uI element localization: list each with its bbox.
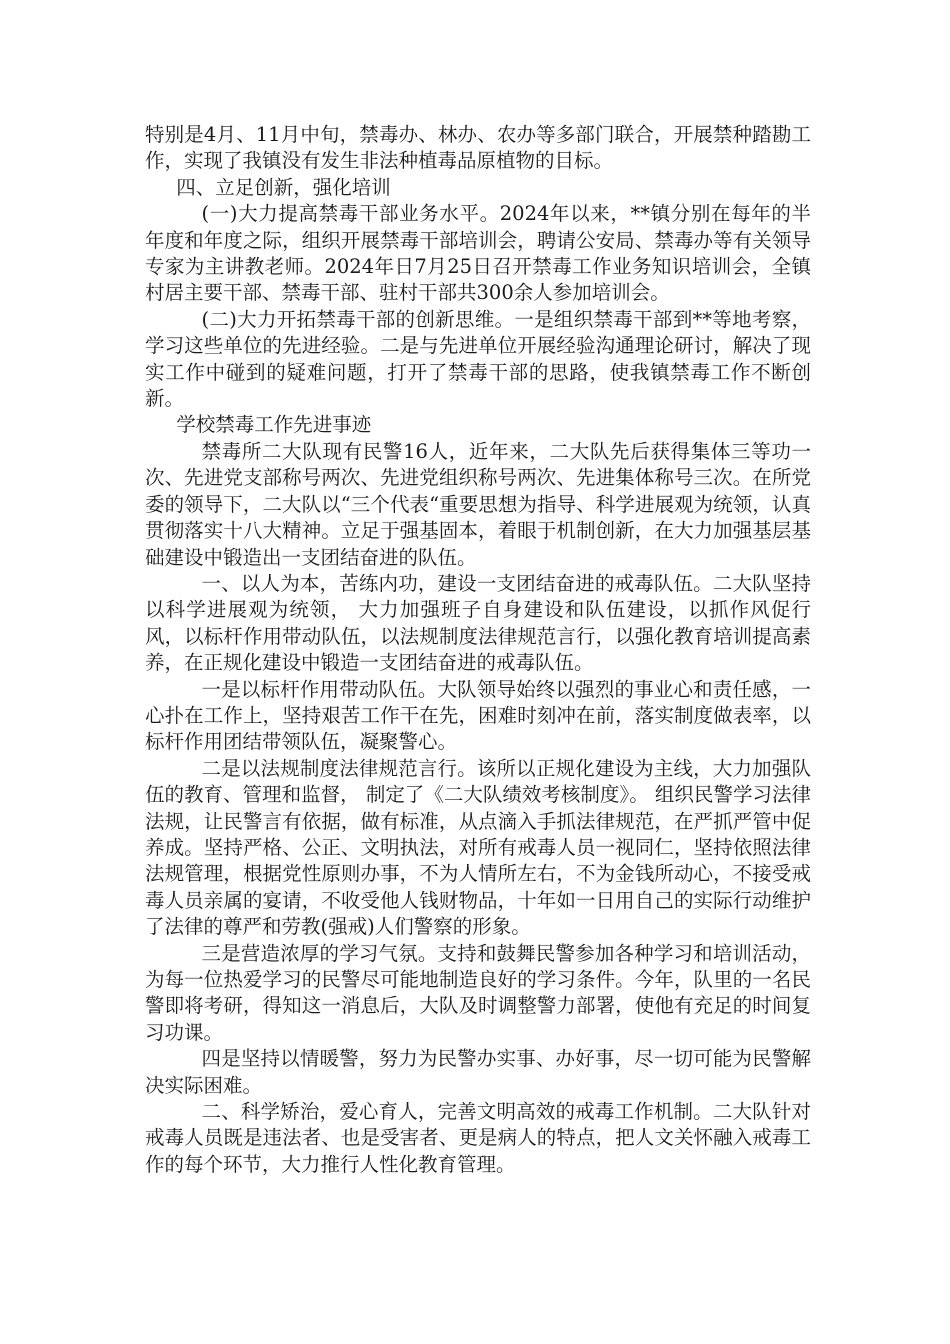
paragraph-section-one: 一、以人为本，苦练内功，建设一支团结奋进的戒毒队伍。二大队坚持以科学进展观为统领， 大力加强班子自身建设和队伍建设，以抓作风促行风，以标杆作用带动队伍，以法规制度法律规范言行，以强化教育培训提高素养，在正规化建设中锻造一支团结奋进的戒毒队伍。 bbox=[145, 571, 811, 675]
paragraph-point-two: 二是以法规制度法律规范言行。该所以正规化建设为主线，大力加强队伍的教育、管理和监督， 制定了《二大队绩效考核制度》。 组织民警学习法律法规，让民警言有依据，做有标准，从点滴入手抓法律规范，在严抓严管中促养成。坚持严格、公正、文明执法，对所有戒毒人员一视同仁，坚持依照法律法规管理，根据党性原则办事，不为人情所左右，不为金钱所动心，不接受戒毒人员亲属的宴请，不收受他人钱财物品，十年如一日用自己的实际行动维护了法律的尊严和劳教(强戒)人们警察的形象。 bbox=[145, 756, 811, 939]
document-page bbox=[145, 122, 811, 1178]
paragraph-continuation: 特别是4月、11月中旬，禁毒办、林办、农办等多部门联合，开展禁种踏勘工作，实现了我镇没有发生非法种植毒品原植物的目标。 bbox=[145, 123, 811, 173]
paragraph-point-three: 三是营造浓厚的学习气氛。支持和鼓舞民警参加各种学习和培训活动，为每一位热爱学习的民警尽可能地制造良好的学习条件。今年，队里的一名民警即将考研，得知这一消息后，大队及时调整警力部署，使他有充足的时间复习功课。 bbox=[145, 941, 811, 1044]
paragraph-point-four: 四是坚持以情暖警，努力为民警办实事、办好事，尽一切可能为民警解决实际困难。 bbox=[145, 1047, 811, 1097]
paragraph-point-one: 一是以标杆作用带动队伍。大队领导始终以强烈的事业心和责任感，一心扑在工作上，坚持艰苦工作干在先，困难时刻冲在前，落实制度做表率，以标杆作用团结带领队伍，凝聚警心。 bbox=[145, 677, 811, 754]
paragraph-training-1: (一)大力提高禁毒干部业务水平。2024年以来，**镇分别在每年的半年度和年度之际，组织开展禁毒干部培训会，聘请公安局、禁毒办等有关领导专家为主讲教老师。2024年日7月25日召开禁毒工作业务知识培训会，全镇村居主要干部、禁毒干部、驻村干部共300余人参加培训会。 bbox=[145, 202, 811, 305]
paragraph-training-2: (二)大力开拓禁毒干部的创新思维。一是组织禁毒干部到**等地考察，学习这些单位的先进经验。二是与先进单位开展经验沟通理论研讨，解决了现实工作中碰到的疑难问题，打开了禁毒干部的思路，使我镇禁毒工作不断创新。 bbox=[145, 307, 811, 411]
paragraph-intro: 禁毒所二大队现有民警16人，近年来，二大队先后获得集体三等功一次、先进党支部称号两次、先进党组织称号两次、先进集体称号三次。在所党委的领导下，二大队以“三个代表“重要思想为指导、科学进展观为统领，认真贯彻落实十八大精神。立足于强基固本，着眼于机制创新，在大力加强基层基础建设中锻造出一支团结奋进的队伍。 bbox=[145, 439, 811, 569]
paragraph-section-two: 二、科学矫治，爱心育人，完善文明高效的戒毒工作机制。二大队针对戒毒人员既是违法者、也是受害者、更是病人的特点，把人文关怀融入戒毒工作的每个环节，大力推行人性化教育管理。 bbox=[145, 1100, 811, 1176]
section-heading-innovation-training: 四、立足创新，强化培训 bbox=[176, 175, 391, 199]
document-subtitle: 学校禁毒工作先进事迹 bbox=[176, 413, 372, 437]
